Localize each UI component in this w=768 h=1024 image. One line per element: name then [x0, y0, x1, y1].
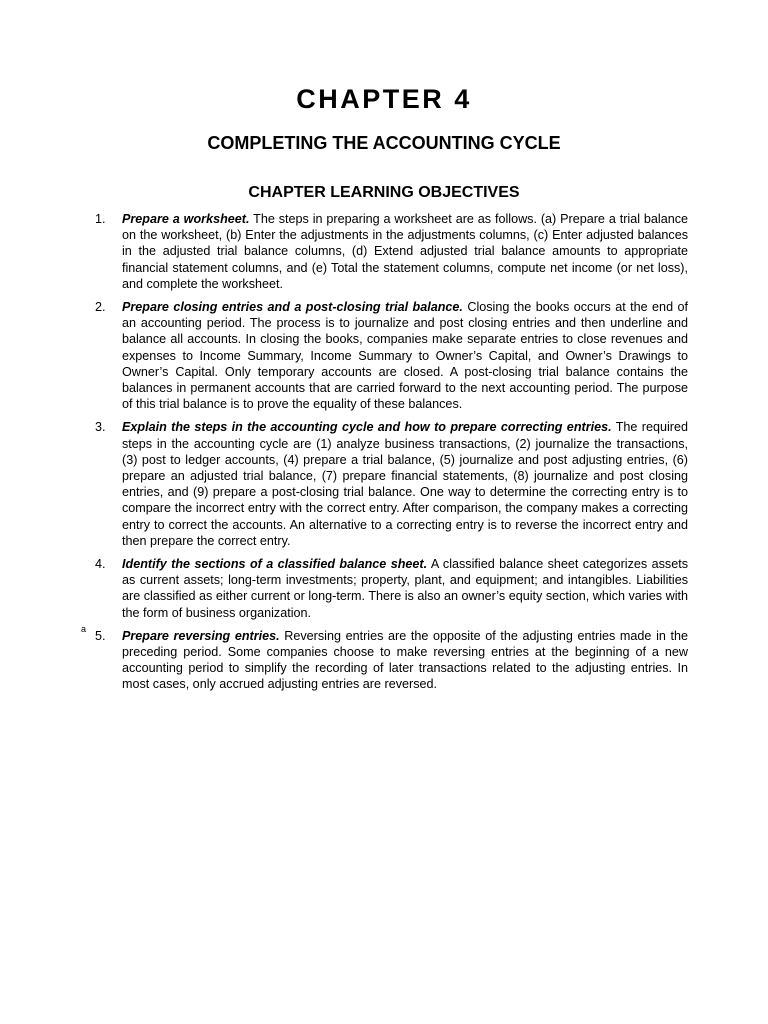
objective-title: Identify the sections of a classified balance sheet.	[122, 557, 428, 572]
objective-text: Reversing entries are the opposite of the adjusting entries made in the preceding period. Some companies choose to make reversing entries at the beginning of a new accounting period to simplify the recording of later transactions related to the adjusting entries. In most cases, only accrued adjusting entries are reversed.	[122, 628, 688, 692]
appendix-marker: a	[81, 623, 87, 634]
chapter-title: COMPLETING THE ACCOUNTING CYCLE	[207, 133, 561, 153]
objective-text: The steps in preparing a worksheet are as follows. (a) Prepare a trial balance on the worksheet, (b) Enter the adjustments in the adjustments columns, (c) Enter adjusted balances in the adjusted trial balance columns, (d) Extend adjusted trial balance amounts to appropriate financial statement columns, and (e) Total the statement columns, compute net income (or net loss), and complete the worksheet.	[122, 212, 689, 291]
objective-item-5	[81, 623, 688, 693]
objective-number: 2.	[95, 300, 106, 315]
objective-title: Prepare closing entries and a post-closing trial balance.	[122, 300, 463, 315]
objective-item-2	[95, 299, 688, 412]
objectives-list	[81, 211, 689, 700]
objective-item-4	[95, 556, 688, 621]
objective-text: A classified balance sheet categorizes assets as current assets; long-term investments; property, plant, and equipment; and intangibles. Liabilities are classified as either current or long-term. There is also an owner’s equity section, which varies with the form of business organization.	[122, 557, 688, 620]
objectives-heading: CHAPTER LEARNING OBJECTIVES	[248, 184, 520, 201]
objective-item-3	[95, 419, 688, 549]
objective-text: Closing the books occurs at the end of an accounting period. The process is to journalize and post closing entries and then underline and balance all accounts. In closing the books, companies make separate entries to close revenues and expenses to Income Summary, Income Summary to Owner’s Capital, and Owner’s Drawings to Owner’s Capital. Only temporary accounts are closed. A post-closing trial balance contains the balances in permanent accounts that are carried forward to the next accounting period. The purpose of this trial balance is to prove the equality of these balances.	[122, 300, 688, 412]
objective-number: 5.	[95, 628, 106, 643]
objective-title: Prepare a worksheet.	[122, 212, 250, 226]
chapter-number: CHAPTER 4	[296, 84, 472, 114]
objective-item-1	[95, 211, 688, 292]
objective-title: Explain the steps in the accounting cycle and how to prepare correcting entries.	[122, 420, 612, 435]
objective-number: 4.	[95, 557, 106, 572]
objective-title: Prepare reversing entries.	[122, 628, 280, 643]
objective-number: 1.	[95, 212, 106, 226]
objective-number: 3.	[95, 420, 106, 435]
objective-text: The required steps in the accounting cycle are (1) analyze business transactions, (2) journalize the transactions, (3) post to ledger accounts, (4) prepare a trial balance, (5) journalize and post adjusting entries, (6) prepare an adjusted trial balance, (7) prepare financial statements, (8) journalize and post closing entries, and (9) prepare a post-closing trial balance. One way to determine the correcting entry is to compare the incorrect entry with the correct entry. After comparison, the company makes a correcting entry to correct the accounts. An alternative to a correcting entry is to reverse the incorrect entry and then prepare the correct entry.	[122, 420, 688, 548]
